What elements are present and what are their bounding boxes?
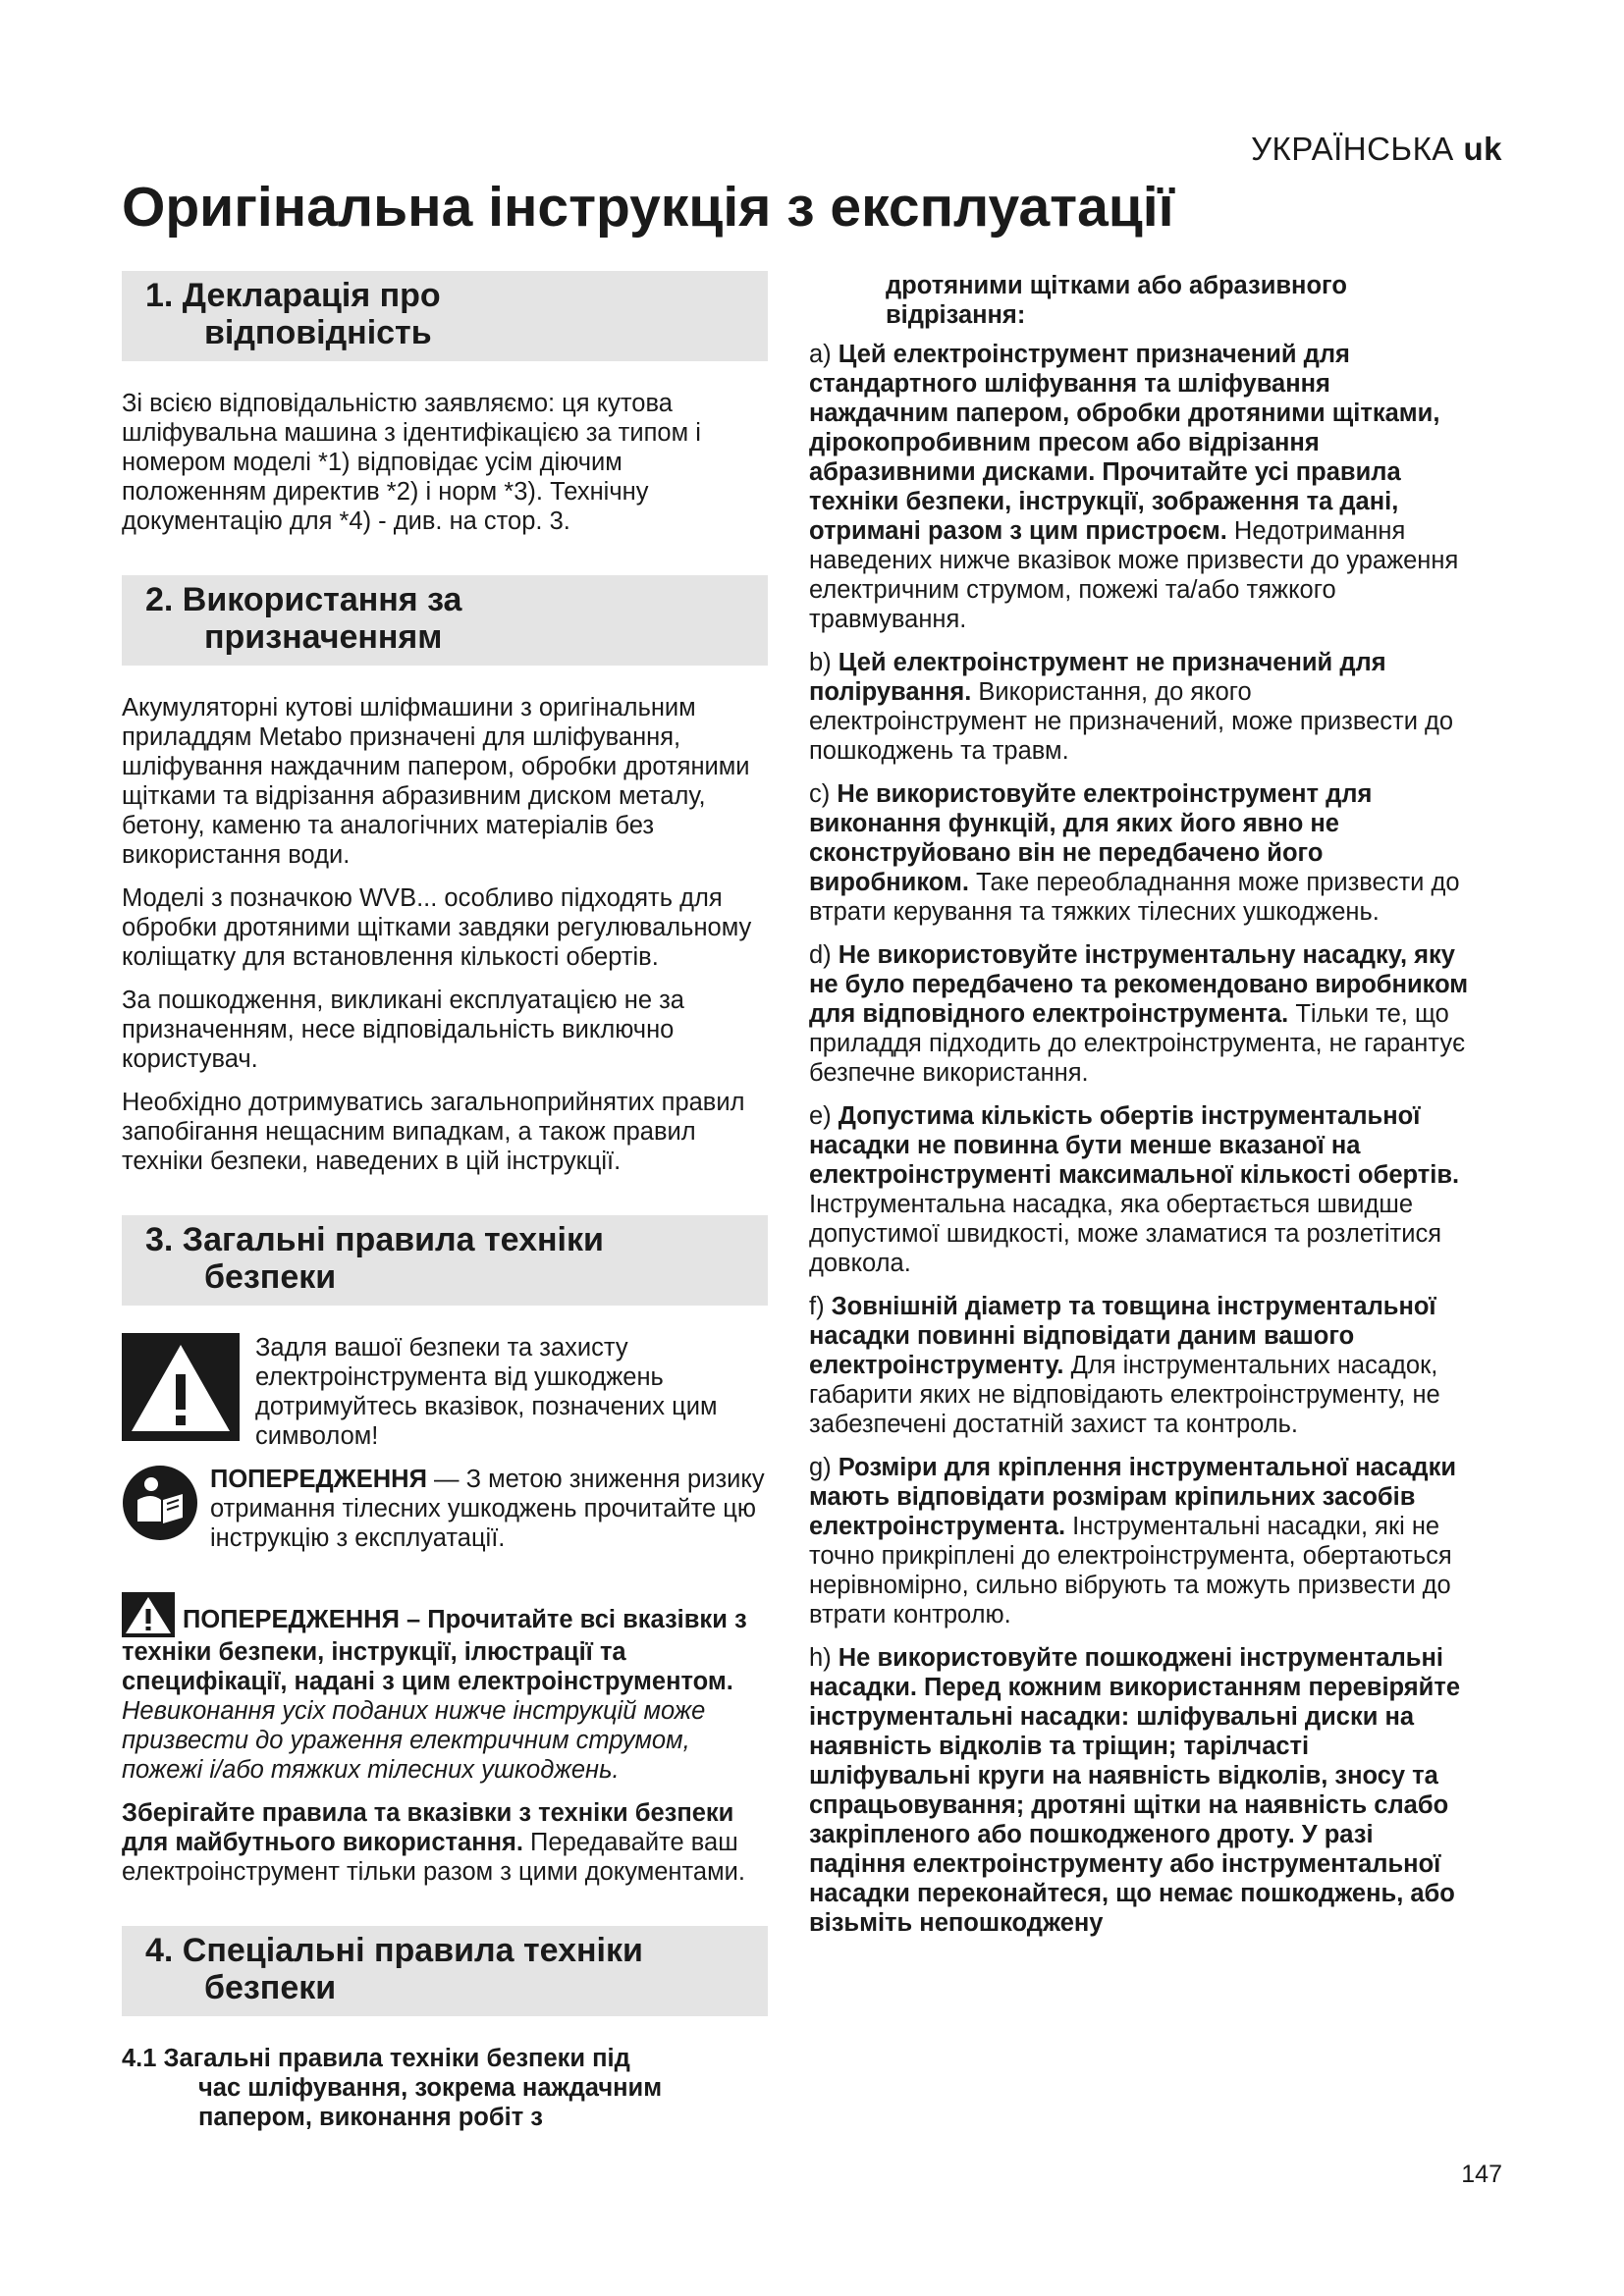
page-number: 147	[1461, 2161, 1502, 2188]
safety-symbol-text: Задля вашої безпеки та захисту електроінструмента від ушкоджень дотримуйтесь вказівок, позначених цим символом!	[255, 1334, 718, 1450]
section-1-heading: 1. Декларація про відповідність	[122, 271, 768, 361]
keep-instructions-paragraph: Зберігайте правила та вказівки з техніки безпеки для майбутнього використання. Передавайте ваш електроінструмент тільки разом з цими документами.	[122, 1799, 745, 1886]
intended-use-paragraph-4: Необхідно дотримуватись загальноприйнятих правил запобігання нещасним випадкам, а також правил техніки безпеки, наведених в цій інструкції.	[122, 1089, 745, 1175]
left-column	[122, 271, 768, 2132]
rule-h: h) Не використовуйте пошкоджені інструментальні насадки. Перед кожним використанням перевіряйте інструментальні насадки: шліфувальні диски на наявність відколів та тріщин; тарілчасті шліфувальні круги на наявність відколів, зносу та спрацьовування; дротяні щітки на наявність слабо закріпленого або пошкодженого дроту. У разі падіння електроінструменту або інструментальної насадки переконайтеся, що немає пошкоджень, або візьміть непошкоджену	[809, 1644, 1461, 1937]
section-3-heading: 3. Загальні правила техніки безпеки	[122, 1215, 768, 1306]
declaration-paragraph: Зі всією відповідальністю заявляємо: ця кутова шліфувальна машина з ідентифікацією за типом і номером моделі *1) відповідає усім діючим положенням директив *2) і норм *3). Технічну документацію для *4) - див. на стор. 3.	[122, 390, 701, 535]
subsection-4-1-heading-continued: дротяними щітками або абразивного відрізання:	[886, 272, 1347, 329]
rule-f: f) Зовнішній діаметр та товщина інструментальної насадки повинні відповідати даним вашого електроінструменту. Для інструментальних насадок, габарити яких не відповідають електроінструменту, не забезпечені достатній захист та контроль.	[809, 1293, 1440, 1438]
rule-b: b) Цей електроінструмент не призначений для полірування. Використання, до якого електроінструмент не призначений, може призвести до пошкоджень та травм.	[809, 649, 1454, 765]
section-4-heading: 4. Спеціальні правила техніки безпеки	[122, 1926, 768, 2016]
warning-text: — З метою зниження ризику отримання тілесних ушкоджень прочитайте цю інструкцію з експлуатації.	[210, 1466, 765, 1552]
read-manual-icon	[122, 1465, 198, 1541]
intended-use-paragraph-1: Акумуляторні кутові шліфмашини з оригінальним приладдям Metabo призначені для шліфування, шліфування наждачним папером, обробки дротяними щітками та відрізання абразивним диском металу, бетону, каменю та аналогічних матеріалів без використання води.	[122, 694, 750, 869]
rule-c: c) Не використовуйте електроінструмент для виконання функцій, для яких його явно не сконструйовано він не передбачено його виробником. Таке переобладнання може призвести до втрати керування та тяжких тілесних ушкоджень.	[809, 780, 1460, 926]
rule-a: a) Цей електроінструмент призначений для стандартного шліфування та шліфування наждачним папером, обробки дротяними щітками, дірокопробивним пресом або відрізання абразивними дисками. Прочитайте усі правила техніки безпеки, інструкції, зображення та дані, отримані разом з цим пристроєм. Недотримання наведених нижче вказівок може призвести до ураження електричним струмом, пожежі та/або тяжкого травмування.	[809, 341, 1459, 633]
language-label	[1251, 131, 1502, 168]
right-column	[809, 271, 1469, 1951]
section-2-heading: 2. Використання за призначенням	[122, 575, 768, 666]
rule-g: g) Розміри для кріплення інструментальної насадки мають відповідати розмірам кріпильних засобів електроінструмента. Інструментальні насадки, які не точно прикріплені до електроінструмента, обертаються нерівномірно, сильно вібрують та можуть призвести до втрати контролю.	[809, 1454, 1457, 1629]
rule-d: d) Не використовуйте інструментальну насадку, яку не було передбачено та рекомендовано виробником для відповідного електроінструмента. Тільки те, що приладдя підходить до електроінструмента, не гарантує безпечне використання.	[809, 941, 1469, 1087]
language-code: uk	[1463, 131, 1502, 167]
page-title: Оригінальна інструкція з експлуатації	[122, 176, 1174, 239]
language-name: УКРАЇНСЬКА	[1251, 131, 1454, 167]
rule-e: e) Допустима кількість обертів інструментальної насадки не повинна бути менше вказаної на електроінструменті максимальної кількості обертів. Інструментальна насадка, яка обертається швидше допустимої швидкості, може зламатися та розлетітися довкола.	[809, 1102, 1460, 1277]
warning-triangle-icon	[122, 1333, 240, 1441]
warning-label: ПОПЕРЕДЖЕННЯ	[210, 1466, 427, 1493]
warning-triangle-small-icon	[122, 1592, 175, 1637]
subsection-4-1-heading: 4.1 Загальні правила техніки безпеки під час шліфування, зокрема наждачним папером, виконання робіт з	[122, 2045, 663, 2131]
read-manual-row	[122, 1465, 768, 1553]
read-all-warnings-paragraph: ПОПЕРЕДЖЕННЯ – Прочитайте всі вказівки з техніки безпеки, інструкції, ілюстрації та специфікації, надані з цим електроінструментом. Невиконання усіх поданих нижче інструкцій може призвести до ураження електричним струмом, пожежі і/або тяжких тілесних ушкоджень.	[122, 1592, 768, 1785]
intended-use-paragraph-3: За пошкодження, викликані експлуатацією не за призначенням, несе відповідальність виключно користувач.	[122, 987, 684, 1073]
safety-symbol-row	[122, 1333, 768, 1451]
intended-use-paragraph-2: Моделі з позначкою WVB... особливо підходять для обробки дротяними щітками завдяки регулювальному коліщатку для встановлення кількості обертів.	[122, 884, 752, 971]
